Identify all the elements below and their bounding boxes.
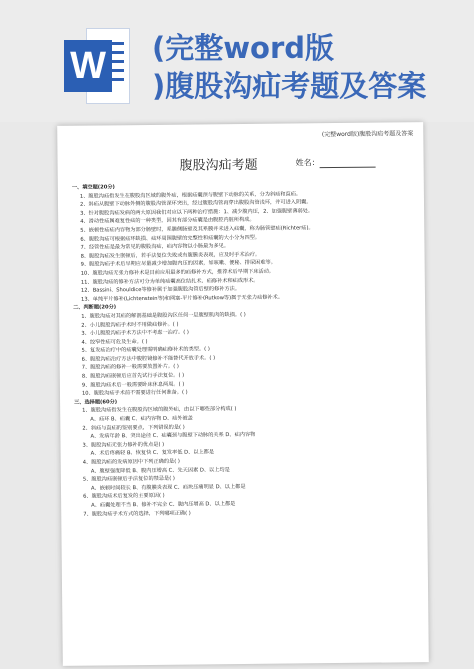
question-line: A、疝环 B、疝囊 C、疝内容物 D、疝外被盖 [90,415,193,423]
question-line: 1、腹股沟疝指发生在腹股沟区域的腹外疝，根据疝囊颈与腹壁下动脉的关系，分为斜疝和直疝。 [79,190,302,200]
question-line: 6、腹股沟疝可根据疝环缺损、疝环周围腹壁的完整性和疝囊的大小分为四型。 [80,234,261,243]
question-line: 4、绞窄性疝可危及生命。( ) [81,338,148,346]
question-line: 4、腹股沟疝的发病原因中下列正确的是( ) [82,458,180,466]
question-line: 13、单纯平片修补(Lichtenstein等)和网塞-平片修补(Rutkow等)属于无张力疝修补术。 [80,294,284,303]
question-line: 3、针对腹股沟疝发病的两大原因我们对应以下两种治疗措施：1、减少腹内压，2、加强腹壁薄弱处。 [80,208,314,217]
question-list [72,180,415,519]
question-line: 3、小儿腹股沟疝手术方法中不考虑一治疗。( ) [81,329,189,337]
question-line: 1、腹股沟疝指发生在腹股沟区域的腹外疝，由以下哪些部分构成( ) [82,406,237,415]
question-line: 2、小儿腹股沟疝手术时不用做疝修补。( ) [81,321,179,329]
name-field: 姓名： [296,157,376,169]
question-line: 8、腹股沟疝发生嵌顿后，若手法复位失败或有腹膜炎表现，应及时手术治疗。 [80,251,261,260]
question-line: 2、斜疝与直疝的鉴别要点，下列错误的是( ) [82,424,185,432]
question-line: 2、斜疝从腹壁下动脉外侧的腹股沟管深环突出，经过腹股沟管再穿出腹股沟管浅环，并可进入阴囊。 [79,199,312,208]
question-line: A、嵌顿时间较长 B、有腹膜炎表现 C、疝块压痛明显 D、以上都是 [90,483,246,492]
question-line: 12、Bassini、Shouldice等修补属于加强腹股沟管后壁的修补方法。 [80,286,241,294]
word-doc-icon [64,28,130,104]
exam-title: 腹股沟疝考题 [179,157,258,174]
question-line: 6、腹股沟疝治疗方法中腹腔镜修补不能替代开放手术。( ) [81,355,216,363]
question-line: 6、腹股沟疝术后复发的主要原因( ) [83,493,165,501]
question-line: A、术后疼痛轻 B、恢复快 C、复发率低 D、以上都是 [90,449,215,458]
question-line: 3、腹股沟疝无张力修补的优点是( ) [82,441,165,449]
question-line: A、腹壁强度降低 B、腹内压增高 C、先天因素 D、以上均是 [90,466,230,475]
question-line: 7、腹股沟疝的修补一般需要放置补片。( ) [81,364,179,372]
question-line: 5、复发疝治疗中的疝囊处理需明确疝修补术的类型。( ) [81,346,210,354]
document-header-banner [0,0,474,122]
word-letter-badge: W [64,40,112,92]
section-heading: 二、判断题(20分) [73,304,117,312]
question-line: 9、腹股沟疝手术后早期应尽量减少增加腹内压的因素，如咳嗽、便秘、排尿困难等。 [80,259,276,269]
question-line: 4、滑动性疝属难复性疝的一种类型，因其有部分疝囊是由腹腔内脏所构成。 [80,217,255,226]
page-title-line-1: (完整word版 [152,31,335,65]
question-line: 10、腹股沟疝无张力修补术是目前应用最多的疝修补方式，推荐术后早期下床活动。 [80,268,275,277]
question-line: 7、经管性疝是最为常见的腹股沟疝，疝内容物以小肠最为多见。 [80,243,230,251]
name-underline [320,159,376,169]
question-line: 8、腹股沟疝嵌顿后应首先试行手法复位。( ) [81,372,185,380]
section-heading: 三、选择题(60分) [74,399,118,406]
question-line: 5、腹股沟疝嵌顿后手法复位的禁忌是( ) [82,475,175,483]
document-paper-preview [57,122,429,666]
section-heading: 一、填空题(20分) [71,184,115,191]
page-title-line-2: )腹股沟疝考题及答案 [152,69,427,103]
question-line: A、发病年龄 B、突出途径 C、疝囊颈与腹壁下动脉的关系 D、疝内容物 [90,432,256,440]
question-line: 10、腹股沟疝手术前不需要进行任何准备。( ) [81,389,188,397]
question-line: 7、腹股沟疝手术方式的选择，下列哪项正确( ) [83,510,191,518]
name-label: 姓名 [295,158,312,168]
running-head: (完整word版)腹股沟疝考题及答案 [321,130,414,139]
question-line: 9、腹股沟疝术后一般需要卧床休息两周。( ) [81,381,185,389]
question-line: 11、腹股沟疝的修补方法可分为单纯疝囊高位结扎术、疝修补术和疝成形术。 [80,277,259,286]
question-line: 1、腹股沟疝对其疝的解剖基础是腹股沟区任何一层腹壁肌肉的缺损。( ) [81,311,246,320]
question-line: A、疝囊处理不当 B、修补不完全 C、腹内压增高 D、以上都是 [91,501,236,509]
question-line: 5、嵌顿性疝疝内容物为部分肠壁时，系膜侧肠壁及其系膜并未进入疝囊，称为肠管壁疝(Richter疝)。 [80,225,314,234]
